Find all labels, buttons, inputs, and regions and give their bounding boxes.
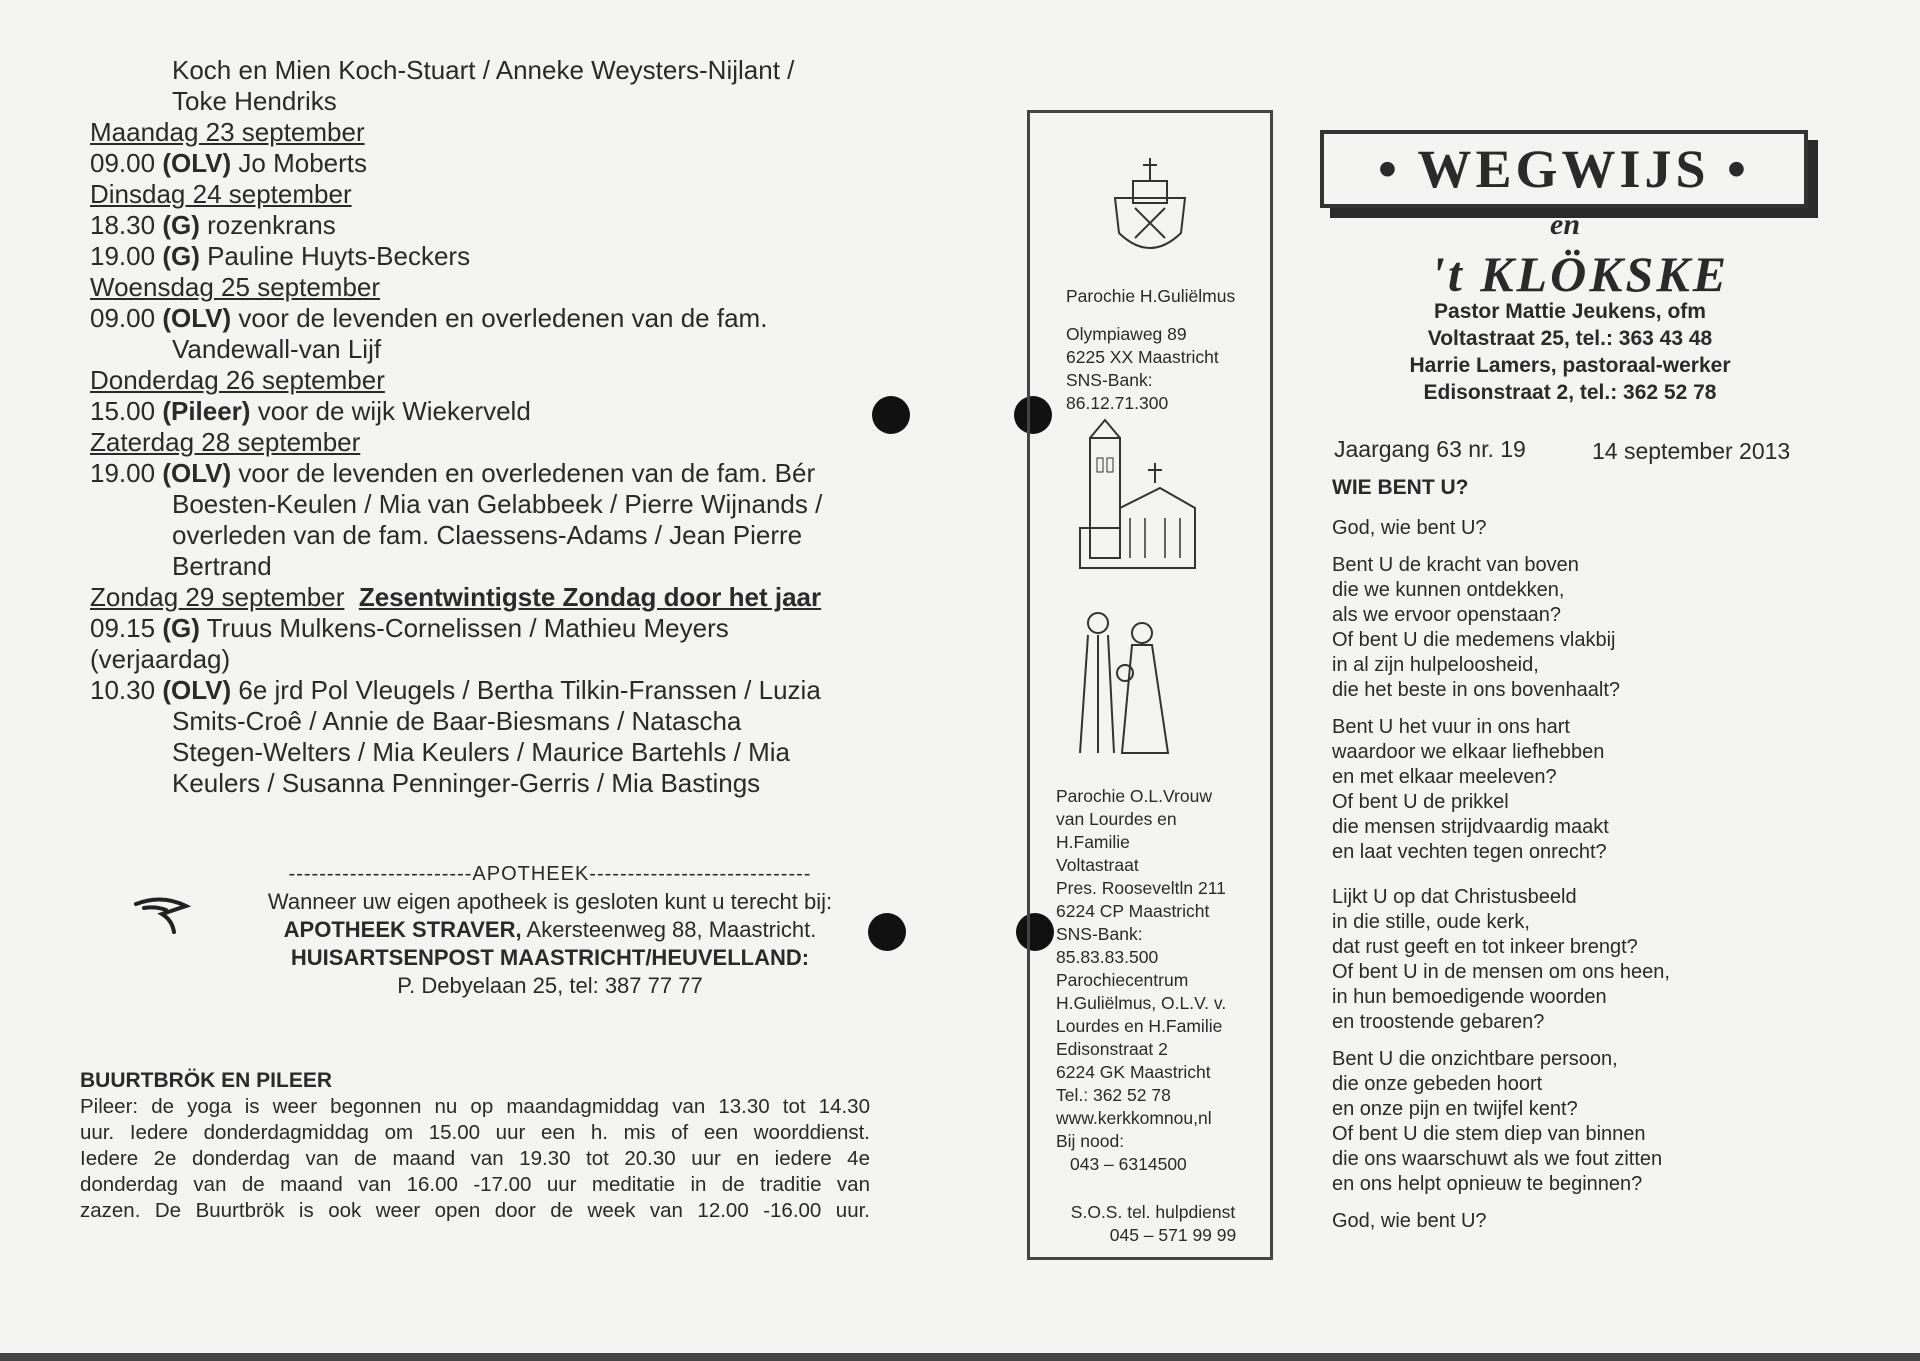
parish2-info: Parochie O.L.Vrouw van Lourdes en H.Familie Voltastraat Pres. Rooseveltln 211 6224 CP Maastricht SNS-Bank: 85.83.83.500 Parochiecentrum H.Guliëlmus, O.L.V. v. Lourdes en H.Familie Edisonstraat 2 6224 GK Maastricht Tel.: 362 52 78 www.kerkkomnou,nl Bij nood: 043 – 6314500 (1056, 786, 1227, 1174)
apotheek-section (200, 860, 900, 1000)
apotheek-line: Wanneer uw eigen apotheek is gesloten kunt u terecht bij: (267, 889, 833, 914)
mass-entry: 10.30 (OLV) 6e jrd Pol Vleugels / Bertha Tilkin-Franssen / Luzia (90, 675, 821, 705)
mass-entry-cont: Keulers / Susanna Penninger-Gerris / Mia Bastings (172, 768, 761, 798)
mass-entry: 18.30 (G) rozenkrans (90, 210, 336, 240)
mass-entry: 09.00 (OLV) Jo Moberts (90, 148, 367, 178)
masthead-klokske: 't KLÖKSKE (1430, 246, 1730, 302)
buurtbrok-line: uur. Iedere donderdagmiddag om 15.00 uur een h. mis of een woorddienst. (80, 1121, 870, 1144)
mass-entry: 09.00 (OLV) voor de levenden en overledenen van de fam. (90, 303, 768, 333)
mass-schedule (90, 55, 875, 799)
apotheek-address: APOTHEEK STRAVER, Akersteenweg 88, Maastricht. (283, 917, 817, 942)
parish-info-box (1027, 110, 1273, 1260)
issue-date: 14 september 2013 (1592, 438, 1791, 464)
poem: God, wie bent U? Bent U de kracht van boven die we kunnen ontdekken, als we ervoor openstaan? Of bent U die medemens vlakbij in al zijn hulpeloosheid, die het beste in ons bovenhaalt? Bent U het vuur in ons hart waardoor we elkaar liefhebben en met elkaar meeleven? Of bent U de prikkel die mensen strijdvaardig maakt en laat vechten tegen onrecht? Lijkt U op dat Christusbeeld in die stille, oude kerk, dat rust geeft en tot inkeer brengt? Of bent U in de mensen om ons heen, in hun bemoedigende woorden en troostende gebaren? Bent U die onzichtbare persoon, die onze gebeden hoort en onze pijn en twijfel kent? Of bent U die stem diep van binnen die ons waarschuwt als we fout zitten en ons helpt opnieuw te beginnen? God, wie bent U? (1332, 517, 1670, 1232)
day-heading: Donderdag 26 september (90, 365, 385, 395)
buurtbrok-line: donderdag van de maand van 16.00 -17.00 uur meditatie in de traditie van (80, 1173, 870, 1196)
scan-edge (0, 1353, 1920, 1361)
buurtbrok-line: Iedere 2e donderdag van de maand van 19.30 tot 20.30 uur en iedere 4e (80, 1147, 870, 1170)
mass-entry-cont: (verjaardag) (90, 644, 231, 674)
staff-info: Pastor Mattie Jeukens, ofm Voltastraat 25, tel.: 363 43 48 Harrie Lamers, pastoraal-werker Edisonstraat 2, tel.: 362 52 78 (1409, 300, 1731, 404)
arrow-icon (132, 892, 192, 938)
church-icon (1070, 418, 1200, 578)
parish1-address: Olympiaweg 89 6225 XX Maastricht SNS-Bank: 86.12.71.300 (1066, 324, 1219, 413)
mass-entry-cont: Stegen-Welters / Mia Keulers / Maurice Bartehls / Mia (172, 737, 790, 767)
masthead-en: en (1550, 208, 1580, 241)
sos-info: S.O.S. tel. hulpdienst 045 – 571 99 99 (1070, 1202, 1237, 1245)
parish1-name: Parochie H.Guliëlmus (1066, 286, 1236, 306)
jaargang: Jaargang 63 nr. 19 (1334, 436, 1526, 462)
mass-entry: 19.00 (G) Pauline Huyts-Beckers (90, 241, 471, 271)
huisartsenpost: HUISARTSENPOST MAASTRICHT/HEUVELLAND: (290, 945, 810, 970)
sunday-heading: Zondag 29 september Zesentwintigste Zondag door het jaar (90, 582, 822, 612)
punch-hole (872, 396, 910, 434)
mass-entry: 09.15 (G) Truus Mulkens-Cornelissen / Mathieu Meyers (90, 613, 729, 643)
buurtbrok-section (80, 1068, 870, 1224)
mass-entry-cont: overleden van de fam. Claessens-Adams / Jean Pierre (172, 520, 803, 550)
intro-line: Toke Hendriks (172, 86, 337, 116)
mass-entry-cont: Vandewall-van Lijf (172, 334, 382, 364)
masthead-title: • WEGWIJS • (1320, 130, 1808, 208)
mass-entry-cont: Smits-Croê / Annie de Baar-Biesmans / Natascha (172, 706, 742, 736)
huisartsenpost-address: P. Debyelaan 25, tel: 387 77 77 (397, 973, 703, 998)
poem-title: WIE BENT U? (1332, 476, 1469, 499)
parish-emblem-icon (1105, 153, 1195, 263)
day-heading: Woensdag 25 september (90, 272, 381, 302)
buurtbrok-line: zazen. De Buurtbrök is ook weer open door de week van 12.00 -16.00 uur. (80, 1199, 870, 1222)
intro-line: Koch en Mien Koch-Stuart / Anneke Weysters-Nijlant / (172, 55, 795, 85)
day-heading: Dinsdag 24 september (90, 179, 352, 209)
holy-family-icon (1070, 603, 1180, 763)
buurtbrok-title: BUURTBRÖK EN PILEER (80, 1069, 333, 1092)
apotheek-header: ------------------------APOTHEEK----------------------------- (288, 863, 812, 885)
mass-entry: 15.00 (Pileer) voor de wijk Wiekerveld (90, 396, 531, 426)
day-heading: Zaterdag 28 september (90, 427, 361, 457)
mass-entry-cont: Boesten-Keulen / Mia van Gelabbeek / Pierre Wijnands / (172, 489, 823, 519)
mass-entry-cont: Bertrand (172, 551, 272, 581)
buurtbrok-line: Pileer: de yoga is weer begonnen nu op maandagmiddag van 13.30 tot 14.30 (80, 1095, 870, 1118)
day-heading: Maandag 23 september (90, 117, 365, 147)
punch-hole (868, 913, 906, 951)
mass-entry: 19.00 (OLV) voor de levenden en overledenen van de fam. Bér (90, 458, 816, 488)
